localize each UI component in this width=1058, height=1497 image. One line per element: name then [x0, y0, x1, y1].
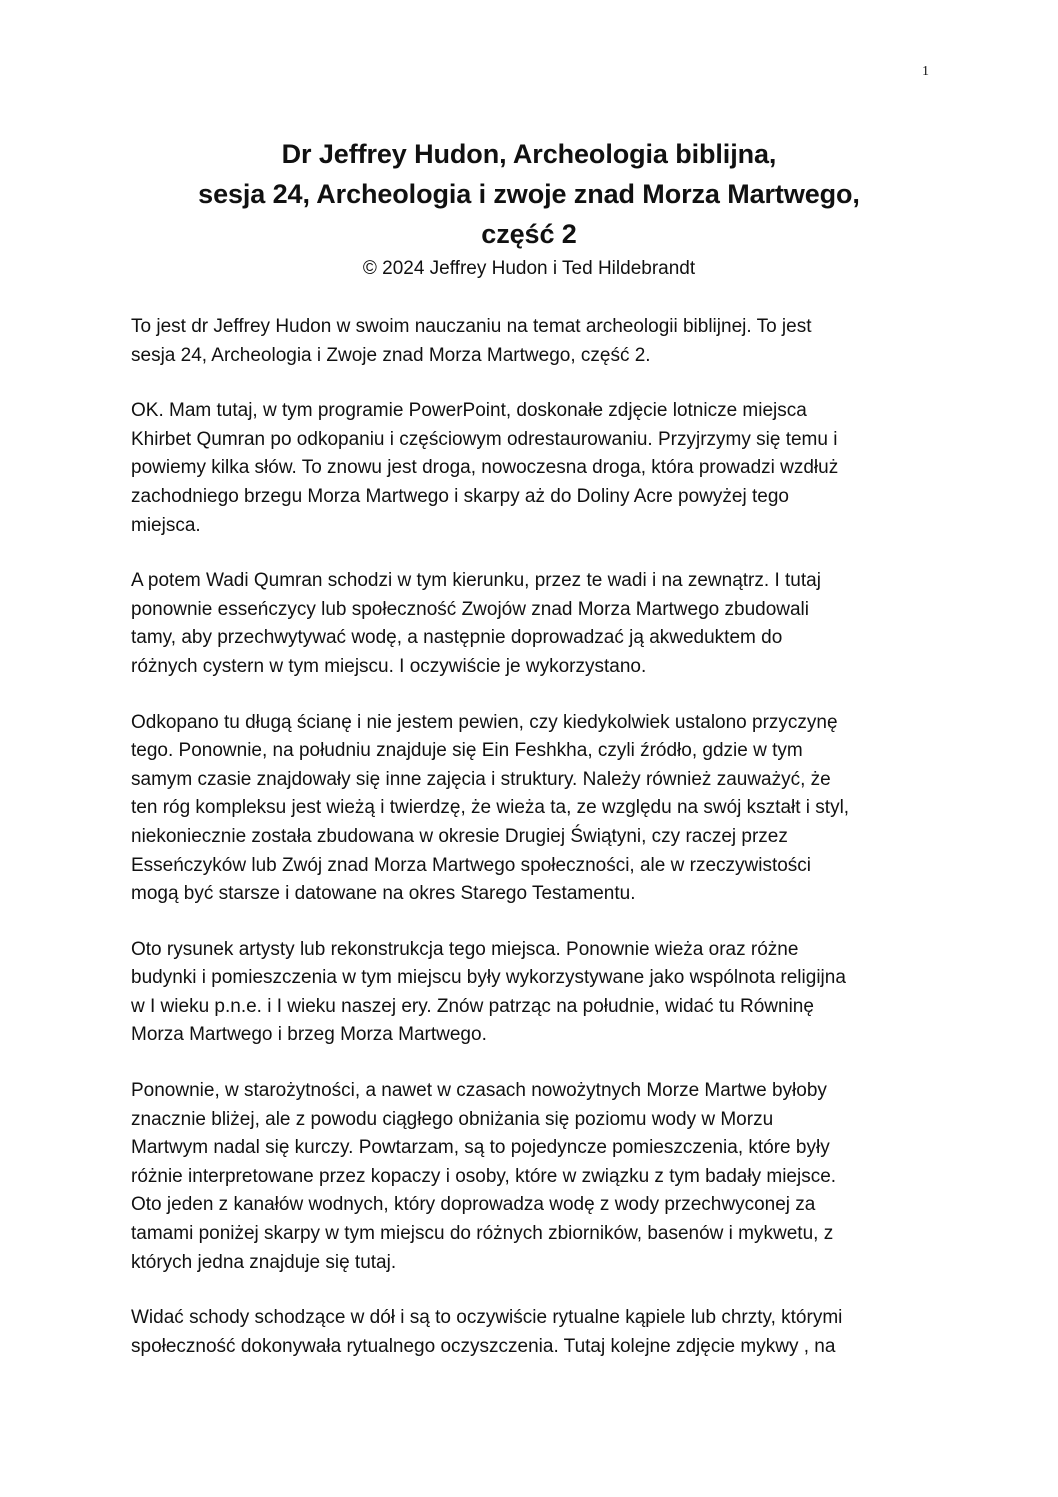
text-line: zachodniego brzegu Morza Martwego i skarpy aż do Doliny Acre powyżej tego: [131, 485, 789, 507]
paragraph-3: [131, 567, 931, 681]
paragraph-5: [131, 936, 931, 1050]
document-body: [131, 313, 931, 1388]
text-line: budynki i pomieszczenia w tym miejscu były wykorzystywane jako wspólnota religijna: [131, 967, 846, 989]
text-line: Morza Martwego i brzeg Morza Martwego.: [131, 1024, 487, 1046]
text-line: Khirbet Qumran po odkopaniu i częściowym odrestaurowaniu. Przyjrzymy się temu i: [131, 428, 838, 450]
text-line: Esseńczyków lub Zwój znad Morza Martwego społeczności, ale w rzeczywistości: [131, 854, 812, 876]
text-line: niekoniecznie została zbudowana w okresie Drugiej Świątyni, czy raczej przez: [131, 825, 788, 847]
text-line: Ponownie, w starożytności, a nawet w czasach nowożytnych Morze Martwe byłoby: [131, 1080, 827, 1102]
text-line: Martwym nadal się kurczy. Powtarzam, są to pojedyncze pomieszczenia, które były: [131, 1137, 830, 1159]
text-line: których jedna znajduje się tutaj.: [131, 1251, 397, 1273]
text-line: miejsca.: [131, 514, 201, 536]
text-line: Oto jeden z kanałów wodnych, który doprowadza wodę z wody przechwyconej za: [131, 1194, 816, 1216]
text-line: tamy, aby przechwytywać wodę, a następnie doprowadzać ją akweduktem do: [131, 627, 783, 649]
paragraph-2: [131, 397, 931, 540]
title-line-1: Dr Jeffrey Hudon, Archeologia biblijna,: [281, 139, 777, 169]
title-line-3: część 2: [481, 219, 577, 249]
text-line: Odkopano tu długą ścianę i nie jestem pewien, czy kiedykolwiek ustalono przyczynę: [131, 711, 838, 733]
text-line: w I wieku p.n.e. i I wieku naszej ery. Znów patrząc na południe, widać tu Równinę: [131, 995, 814, 1017]
text-line: samym czasie znajdowały się inne zajęcia i struktury. Należy również zauważyć, że: [131, 768, 831, 790]
text-line: różnych cystern w tym miejscu. I oczywiście je wykorzystano.: [131, 655, 647, 677]
text-line: ten róg kompleksu jest wieżą i twierdzę, że wieża ta, ze względu na swój kształt i styl,: [131, 797, 850, 819]
page-number: 1: [922, 64, 929, 79]
document-header: [0, 134, 1058, 282]
text-line: OK. Mam tutaj, w tym programie PowerPoint, doskonałe zdjęcie lotnicze miejsca: [131, 400, 807, 422]
text-line: A potem Wadi Qumran schodzi w tym kierunku, przez te wadi i na zewnątrz. I tutaj: [131, 570, 821, 592]
text-line: mogą być starsze i datowane na okres Starego Testamentu.: [131, 883, 636, 905]
text-line: tego. Ponownie, na południu znajduje się Ein Feshkha, czyli źródło, gdzie w tym: [131, 740, 803, 762]
text-line: tamami poniżej skarpy w tym miejscu do różnych zbiorników, basenów i mykwetu, z: [131, 1223, 834, 1245]
text-line: społeczność dokonywała rytualnego oczyszczenia. Tutaj kolejne zdjęcie mykwy , na: [131, 1335, 836, 1357]
copyright-notice: © 2024 Jeffrey Hudon i Ted Hildebrandt: [362, 258, 696, 279]
title-line-2: sesja 24, Archeologia i zwoje znad Morza Martwego,: [198, 179, 860, 209]
text-line: sesja 24, Archeologia i Zwoje znad Morza Martwego, część 2.: [131, 344, 651, 366]
text-line: różnie interpretowane przez kopaczy i osoby, które w związku z tym badały miejsce.: [131, 1165, 837, 1187]
text-line: Widać schody schodzące w dół i są to oczywiście rytualne kąpiele lub chrzty, którymi: [131, 1307, 843, 1329]
paragraph-1: [131, 313, 931, 370]
text-line: To jest dr Jeffrey Hudon w swoim nauczaniu na temat archeologii biblijnej. To jest: [131, 316, 812, 337]
text-line: znacznie bliżej, ale z powodu ciągłego obniżania się poziomu wody w Morzu: [131, 1108, 774, 1130]
paragraph-6: [131, 1077, 931, 1277]
text-line: ponownie esseńczycy lub społeczność Zwojów znad Morza Martwego zbudowali: [131, 598, 809, 620]
paragraph-7: [131, 1304, 931, 1361]
text-line: Oto rysunek artysty lub rekonstrukcja tego miejsca. Ponownie wieża oraz różne: [131, 938, 799, 960]
paragraph-4: [131, 709, 931, 909]
text-line: powiemy kilka słów. To znowu jest droga, nowoczesna droga, która prowadzi wzdłuż: [131, 457, 839, 479]
